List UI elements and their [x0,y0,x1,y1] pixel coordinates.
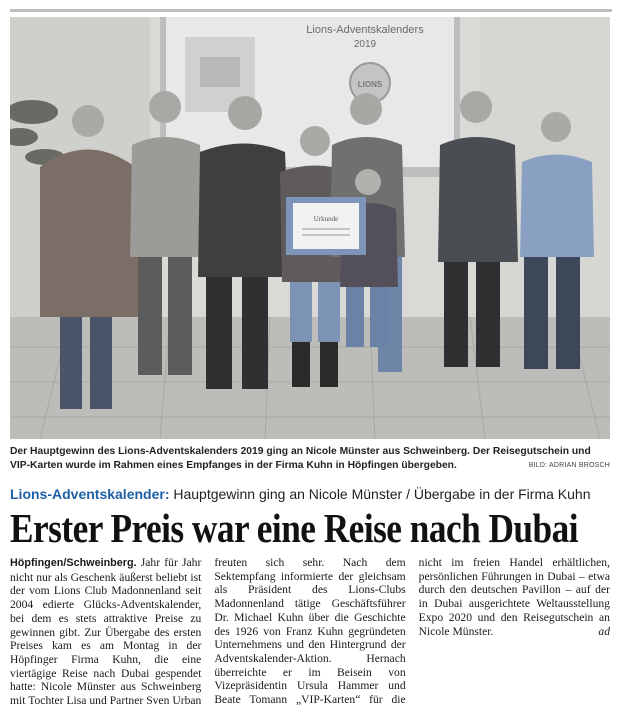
top-rule [10,9,612,12]
poster-logo-text: LIONS [357,80,383,89]
subhead-kicker: Lions-Adventskalender: [10,486,170,502]
article-dateline: Höpfingen/Schweinberg. [10,557,137,569]
subhead-text: Hauptgewinn ging an Nicole Münster / Übergabe in der Firma Kuhn [169,486,591,502]
certificate-text: Urkunde [313,215,339,223]
photo-caption: Der Hauptgewinn des Lions-Adventskalenders 2019 ging an Nicole Münster aus Schweinberg. Der Reisegutschein und VIP-Karten wurde im Rahmen eines Empfanges in der Firma Kuhn in Höpfingen übergeben. [10,446,591,471]
certificate-frame [286,197,366,255]
article-headline: Erster Preis war eine Reise nach Dubai [10,505,579,551]
article-body [10,556,610,716]
article-photo [10,17,610,439]
article-text: Jahr für Jahr nicht nur als Geschenk äußerst beliebt ist der vom Lions Club Madonnenland seit 2004 edierte Glücks-Adventskalender, bei dem es stets attraktive Preise zu gewinnen gibt. Zur Übergabe des ersten Preises kam es am Montag in der Höpfinger Firma Kuhn, die eine viertägige Reise nach Dubai gespendet hatte: Nicole Münster aus Schweinberg mit Tochter Lisa und Partner Sven Urban freuten sich sehr. Nach dem Sektempfang informierte der gleichsam als Präsident des Lions-Clubs Madonnenland tätige Geschäftsführer Dr. Michael Kuhn über die Geschichte des 1926 von Franz Kuhn gegründeten Unternehmens und den Hintergrund der Adventskalender-Aktion. Hernach überreichte er im Beisein von Vizepräsidentin Ursula Hammer und Beate Tomann „VIP-Karten“ für die nicht im freien Handel erhältlichen, persönlichen Führungen in Dubai – etwa durch den deutschen Pavillon – auf der in Dubai ausgerichtete Weltausstellung Expo 2020 und den Reisegutschein an Nicole Münster. [10,556,610,708]
photo-credit: BILD: ADRIAN BROSCH [528,462,610,469]
poster-year: 2019 [353,39,377,50]
poster-title: Lions-Adventskalenders [306,24,424,36]
article-subhead [10,485,610,503]
author-signature: ad [598,624,610,638]
